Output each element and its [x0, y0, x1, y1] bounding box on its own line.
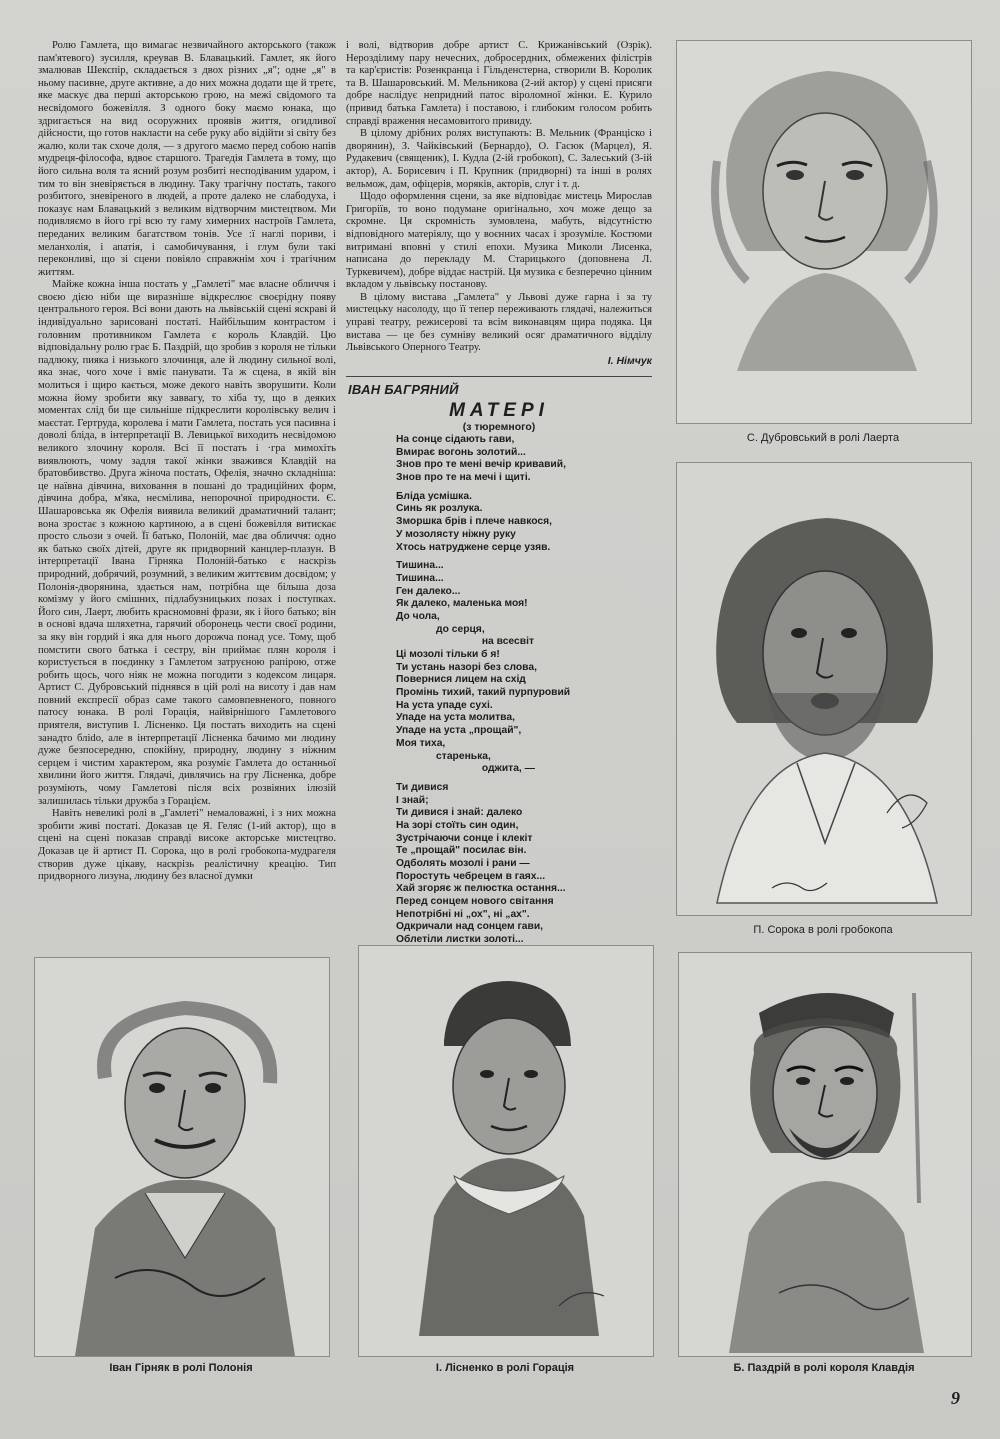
article-paragraph: В цілому дрібних ролях виступають: В. Мельник (Франціско і дворянин), З. Чайківський (Бернардо), О. Гасюк (Марцел), Я. Рудакевич (священик), І. Кудла (2-ій гробокоп), С. Залеський (3-ій актор), А. Борисевич і П. Крупник (придворні) та інші в ролях вельмож, дам, офіцерів, моряків, акторів, слуг і т. д. — [346, 128, 652, 190]
sketch-portrait-icon — [359, 946, 653, 1356]
poem-body — [396, 434, 666, 998]
poem-line: старенька, — [396, 750, 491, 762]
article-column-middle — [346, 40, 652, 372]
poem-line: оджита, — — [396, 763, 535, 775]
poem-line: Синь як розлука. — [396, 503, 483, 515]
poem-line: Тишина... — [396, 560, 444, 572]
poem-line: Вмирає вогонь золотий... — [396, 446, 526, 458]
caption-claudius: Б. Паздрій в ролі короля Клавдія — [733, 1362, 915, 1374]
article-paragraph: В цілому вистава „Гамлета" у Львові дуже гарна і за ту мистецьку насолоду, що її тепер переживають глядачі, належиться управі театру, режисерові та всім виконавцям щира подяка. Ця вистава — це без сумніву великий осяг драматичного відділу Львівського Оперного Театру. — [346, 291, 652, 354]
poem-line: Упаде на уста „прощай", — [396, 725, 522, 737]
poem-line: Те „прощай" посилає він. — [396, 845, 527, 857]
poem-line: Знов про те мені вечір кривавий, — [396, 459, 566, 471]
poem-line: Перед сонцем нового світання — [396, 896, 554, 908]
portrait-polonius-drawing — [34, 957, 330, 1357]
sketch-portrait-icon — [35, 958, 329, 1356]
poem-line: До чола, — [396, 610, 440, 622]
portrait-laertes-drawing — [676, 40, 972, 424]
article-paragraph: і волі, відтворив добре артист С. Крижанівський (Озрік). Нерозділиму пару нечесних, добросердних, обмежених філістрів та кар'єристів: Розенкранца і Гільденстерна, створили В. Королик та В. Шашаровський. М. Мельникова (2-ий актор) у сцені присяги добре наслідує непридний патос віроломної жінки. Е. Курило (привид батька Гамлета) і поставою, і глибоким голосом робить справді враження несамовитого привиду. — [346, 40, 652, 127]
poem-line: У мозолясту ніжну руку — [396, 528, 516, 540]
poem-line: на всесвіт — [396, 636, 534, 648]
poem-line: Зморшка брів і плече навкося, — [396, 516, 552, 528]
poem-line: Одболять мозолі і рани — — [396, 858, 530, 869]
poem-line: Знов про те на мечі і щиті. — [396, 472, 531, 484]
poem-line: На сонце сідають гави, — [396, 434, 515, 445]
article-paragraph: Ролю Гамлета, що вимагає незвичайного акторського (також пам'ятевого) зусилля, креував В. Блавацький. Гамлет, як його змалював Шекспір, складається з двох різних „я"; одне „я" в ньому пасивне, друге активне, а до них можна додати ще й третє, яке маскує два перші акторською грою, на межі свідомого та несвідомого божевілля. З одного боку маємо юнака, що здригається на вид осоружних проявів життя, огидливої дійсности, що готов накласти на себе руку або відійти зі світу без жалю, коли так схоче доля, — з другого маємо перед собою напів мудреця-філософа, вдвоє старшого. Трагедія Гамлета в тому, що його сильна воля та ясний розум розбиті несподіваним ударом, і тим то він зневіряється в людину. Таку трагічну постать, такого розбитого, зневіреного в людей, а проте далеко не слабодуха, і показує нам Блавацький з великим відтворчим мистецтвом. Ми подивляємо в його грі всю ту гаму химерних настроїв Гамлета, переданих великим багатством тонів. Усе :ї наглі пориви, і меланхолія, і апатія, і самобичування, і глум були такі переконливі, що зі сцени повіяло справжнім хоч і трагічним життям. — [38, 40, 336, 278]
portrait-claudius-drawing — [678, 952, 972, 1357]
poem-line: На уста упаде сухі. — [396, 699, 493, 711]
poem-line: Ці мозолі тільки б я! — [396, 649, 500, 660]
poem-line: І знай; — [396, 794, 429, 806]
poem-line: Ти дивися — [396, 781, 449, 793]
poem-line: Як далеко, маленька моя! — [396, 598, 528, 610]
article-signature: І. Німчук — [607, 354, 652, 367]
article-paragraph: Щодо оформлення сцени, за яке відповідає мистець Мирослав Григоріїв, то воно подумане оригінально, хоч може дещо за скромне. Ця скромність зумовлена, мабуть, відсутністю відповідного матеріялу, що у воєнних часах і зрозуміле. Костюми витримані вповні у стилі епохи. Музика Миколи Лисенка, написана до перекладу М. Старицького (доповнена Л. Туркевичем), добре віддає настрій. Ця музика є безперечно цінним вкладом у львівську постанову. — [346, 191, 652, 291]
portrait-horatio-drawing — [358, 945, 654, 1357]
article-paragraph: Майже кожна інша постать у „Гамлеті" має власне обличчя і своєю дією ніби ще виразніше відкреслює своєрідну появу центрального героя. Всі вони дають на львівській сцені яскраві й індивідуально зарисовані постаті. Найбільшим контрастом і головним противником Гамлета є король Клавдій. Цю відповідальну ролю грає Б. Паздрій, що зробив з короля не тільки падлюку, пияка і низького злочинця, але й людину сильної волі, яка знає, чого хоче і вміє панувати. Та ж сцена, в якій він молиться і щиро кається, може декого навіть зворушити. Коли можна йому зробити яку заввагу, то хіба ту, що в деяких моментах слід би ще сильніше підкреслити королівську велич і маєстат. Гертруда, королева і мати Гамлета, постать уся пасивна і доволі бліда, в інтерпретації В. Левицької виходить несвідомою великого злочину короля. Всі її постать і ·гра мимохіть виявлюють, чому задля такої жінки зважився Клавдій на братовбивство. Друга жіноча постать, Офелія, значно складніша: це наївна дівчина, виховання в пошані до традиційних форм, дівчина добра, м'яка, несмілива, непорочної природности. Є. Шашаровська як Офелія виявила великий драматичний талант; вона зростає з кожною картиною, а в сцені божевілля витискає просто сльози з очей. Її батько, Полоній, має два обличчя: одно як батько своїх дітей, друге як придворний канцлер-плазун. В інтерпретації Івана Гірняка Полоній-батько є наскрізь природний, добрячий, розумний, з великим життєвим досвідом; у Полонія-дворянина, здається нам, потрібна ще більша доза комізму у його смішних, підлабузницьких позах і поступках. Його син, Лаерт, любить красномовні фрази, як і його батько; він в основі вдача шляхетна, гарячий оборонець чести своєї родини, за яку він гордий і яка для нього дорожча понад усе. Тому, щоб помстити свого батька і сестру, він приймає плян короля і користується в поєдинку з Гамлетом затруєною рапірою, отже робить щось, чого ніяк не можна погодити з кодексом лицаря. Артист С. Дубровський піднявся в цій ролі на висоту і дав нам повний експресії образ саме такого самовпевненого, повного патосу юнака. В ролі Горація, найвірнішого Гамлетового приятеля, виступив І. Лісненко. Ця постать виходить на сцені занадто бліdo, але в інтерпретації Лісненка бачимо ми людину дуже безпосередню, спокійну, природну, людину з ніжним серцем і чистим характером, яка розуміє Гамлета до останньої хвилини його життя. Глядачі, дивлячись на гру Лісненка, добре розуміють, чому Гамлетові після всіх розвіяних ілюзій залишилась тільки дружба з Горацієм. — [38, 279, 336, 807]
poem-line: Непотрібні ні „ох", ні „ах". — [396, 908, 530, 920]
poem-line: Одкричали над сонцем гави, — [396, 921, 544, 933]
article-paragraph: Навіть невеликі ролі в „Гамлеті" немаловажні, і з них можна зробити живі постаті. Доказав це Я. Геляс (1-ий актор), що в сцені на сцені показав справді високе акторське мистецтво. Доказав це й артист П. Сорока, що в ролі гробокопа-мудрагеля створив дуже цікаву, наскрізь реалістичну креацію. Тип придворного лизуна, людину без власної думки — [38, 808, 336, 883]
poem-line: Тишина... — [396, 572, 444, 584]
article-column-left — [38, 40, 336, 940]
sketch-portrait-icon — [677, 41, 971, 423]
poem-line: Моя тиха, — [396, 737, 446, 749]
poem-line: до серця, — [396, 623, 485, 635]
caption-laertes: С. Дубровський в ролі Лаерта — [746, 432, 900, 444]
caption-gravedigger: П. Сорока в ролі гробокопа — [753, 924, 893, 936]
section-divider — [346, 376, 652, 377]
caption-polonius: Іван Гірняк в ролі Полонія — [109, 1362, 253, 1374]
poem-line: Ти дивися і знай: далеко — [396, 807, 523, 819]
poem-line: Ген далеко... — [396, 585, 461, 597]
poem-line: Поростуть чебрецем в гаях... — [396, 870, 546, 882]
poem-line: Упаде на уста молитва, — [396, 712, 515, 724]
poem-author: ІВАН БАГРЯНИЙ — [348, 382, 459, 397]
poem-line: Промінь тихий, такий пурпуровий — [396, 687, 571, 699]
poem-line: Повернися лицем на схід — [396, 674, 526, 686]
poem-line: На зорі стоїть син один, — [396, 819, 519, 831]
poem-line: Бліда усмішка. — [396, 490, 472, 502]
page-number: 9 — [951, 1388, 960, 1408]
sketch-portrait-icon — [679, 953, 971, 1356]
poem-line: Хтось натруджене серце узяв. — [396, 541, 551, 553]
poem-line: Зустрічаючи сонце і клекіт — [396, 832, 533, 844]
poem-line: Облетіли листки золоті... — [396, 934, 524, 946]
poem-subtitle: (з тюремного) — [462, 421, 536, 433]
portrait-gravedigger-drawing — [676, 462, 972, 916]
poem-line: Хай згоряє ж пелюстка остання... — [396, 883, 566, 895]
poem-line: Ти устань назорі без слова, — [396, 661, 537, 673]
sketch-portrait-icon — [677, 463, 971, 915]
poem-title: МАТЕРІ — [449, 400, 549, 421]
caption-horatio: І. Лісненко в ролі Горація — [435, 1362, 575, 1374]
